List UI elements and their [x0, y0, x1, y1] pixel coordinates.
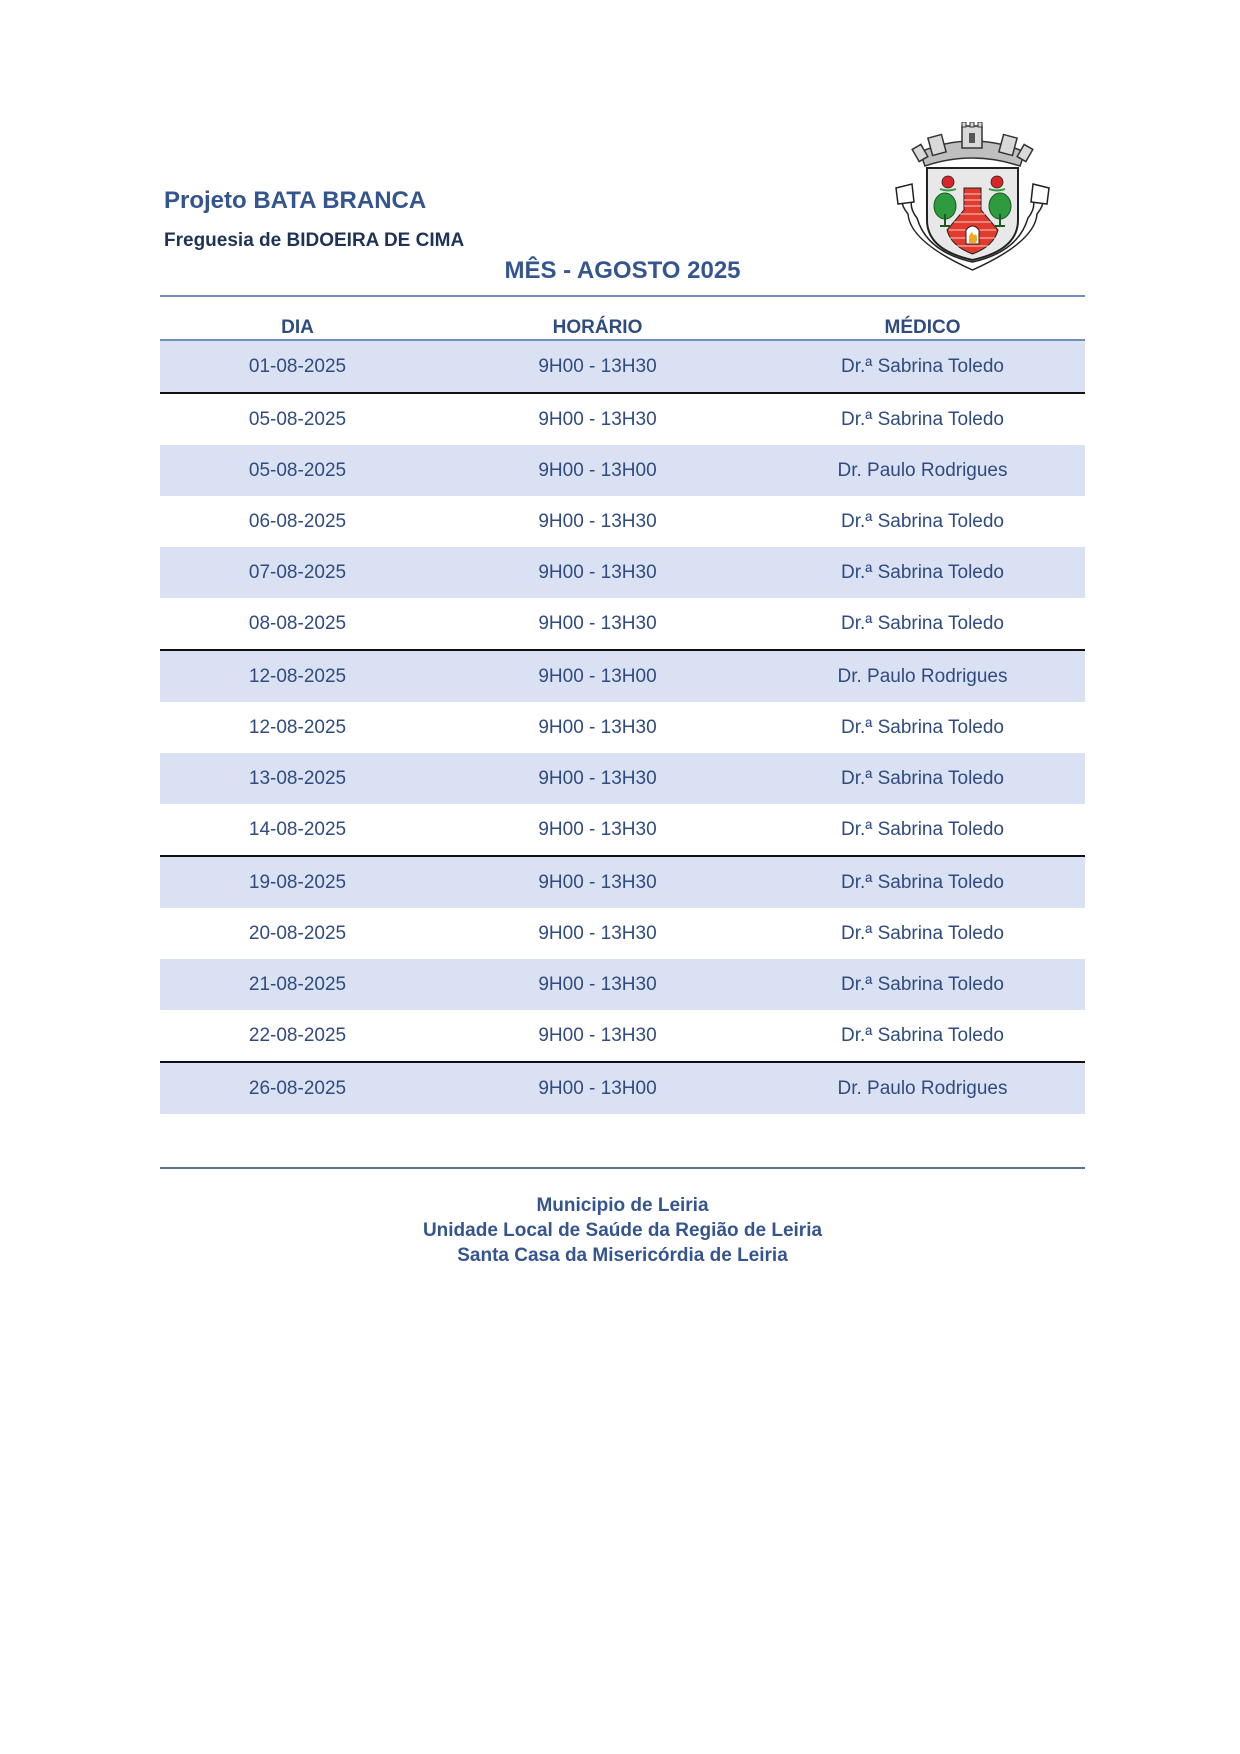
- cell-time: 9H00 - 13H30: [435, 959, 760, 1010]
- table-row: [160, 393, 1085, 445]
- footer-line-municipality: Municipio de Leiria: [536, 1195, 709, 1216]
- cell-time: 9H00 - 13H00: [435, 445, 760, 496]
- cell-time: 9H00 - 13H30: [538, 922, 657, 944]
- footer-organizations: [160, 1193, 1085, 1268]
- cell-doctor: Dr.ª Sabrina Toledo: [760, 547, 1085, 598]
- table-row: [160, 1062, 1085, 1114]
- cell-day: 05-08-2025: [160, 445, 435, 496]
- mural-crown-icon: [912, 122, 1033, 166]
- table-row: [160, 908, 1085, 959]
- column-header-doctor: MÉDICO: [760, 310, 1085, 340]
- cell-doctor: Dr.ª Sabrina Toledo: [760, 753, 1085, 804]
- cell-time: 9H00 - 13H30: [538, 716, 657, 738]
- column-header-day: DIA: [160, 310, 435, 340]
- table-row: [160, 856, 1085, 908]
- rose-icon: [942, 176, 954, 188]
- cell-day: 22-08-2025: [160, 1010, 435, 1062]
- cell-day: 12-08-2025: [160, 650, 435, 702]
- cell-time: 9H00 - 13H30: [538, 408, 657, 430]
- cell-doctor: Dr.ª Sabrina Toledo: [760, 598, 1085, 650]
- table-row: [160, 702, 1085, 753]
- cell-day: 26-08-2025: [160, 1062, 435, 1114]
- cell-time: 9H00 - 13H00: [435, 650, 760, 702]
- cell-time: 9H00 - 13H30: [435, 547, 760, 598]
- cell-time: 9H00 - 13H30: [435, 753, 760, 804]
- cell-doctor: Dr.ª Sabrina Toledo: [840, 716, 1004, 738]
- schedule-table: [160, 310, 1085, 1114]
- cell-time: 9H00 - 13H30: [435, 1010, 760, 1062]
- cell-time: 9H00 - 13H30: [435, 856, 760, 908]
- cell-day: 07-08-2025: [160, 547, 435, 598]
- table-row: [160, 340, 1085, 393]
- table-row: [160, 1010, 1085, 1062]
- cell-day: 05-08-2025: [248, 408, 347, 430]
- table-row: [160, 547, 1085, 598]
- table-row: [160, 959, 1085, 1010]
- cell-day: 21-08-2025: [160, 959, 435, 1010]
- footer-rule: [160, 1167, 1085, 1169]
- footer-line-santa-casa: Santa Casa da Misericórdia de Leiria: [457, 1245, 788, 1266]
- cell-time: 9H00 - 13H30: [435, 340, 760, 393]
- cell-doctor: Dr. Paulo Rodrigues: [760, 445, 1085, 496]
- footer-line-health-unit: Unidade Local de Saúde da Região de Leiria: [422, 1220, 823, 1241]
- table-row: [160, 496, 1085, 547]
- header-rule: [160, 295, 1085, 297]
- cell-doctor: Dr.ª Sabrina Toledo: [760, 856, 1085, 908]
- cell-doctor: Dr. Paulo Rodrigues: [760, 1062, 1085, 1114]
- cell-doctor: Dr.ª Sabrina Toledo: [760, 959, 1085, 1010]
- cell-day: 06-08-2025: [248, 510, 347, 532]
- cell-day: 08-08-2025: [160, 598, 435, 650]
- cell-day: 19-08-2025: [160, 856, 435, 908]
- cell-day: 14-08-2025: [160, 804, 435, 856]
- cell-doctor: Dr.ª Sabrina Toledo: [760, 804, 1085, 856]
- cell-doctor: Dr.ª Sabrina Toledo: [760, 1010, 1085, 1062]
- cell-day: 20-08-2025: [248, 922, 347, 944]
- cell-doctor: Dr.ª Sabrina Toledo: [760, 340, 1085, 393]
- column-header-time: HORÁRIO: [435, 310, 760, 340]
- month-title: MÊS - AGOSTO 2025: [504, 257, 741, 284]
- table-header-row: [160, 310, 1085, 340]
- cell-doctor: Dr.ª Sabrina Toledo: [840, 510, 1004, 532]
- cell-time: 9H00 - 13H30: [435, 598, 760, 650]
- cell-doctor: Dr.ª Sabrina Toledo: [840, 922, 1004, 944]
- cell-time: 9H00 - 13H30: [538, 510, 657, 532]
- table-row: [160, 598, 1085, 650]
- cell-time: 9H00 - 13H30: [435, 804, 760, 856]
- cell-day: 12-08-2025: [248, 716, 347, 738]
- table-row: [160, 753, 1085, 804]
- parish-coat-of-arms-logo: [890, 122, 1055, 274]
- parish-subtitle: Freguesia de BIDOEIRA DE CIMA: [164, 230, 465, 251]
- table-row: [160, 650, 1085, 702]
- project-title: Projeto BATA BRANCA: [164, 187, 427, 214]
- cell-doctor: Dr.ª Sabrina Toledo: [840, 408, 1004, 430]
- cell-day: 13-08-2025: [160, 753, 435, 804]
- cell-day: 01-08-2025: [160, 340, 435, 393]
- cell-time: 9H00 - 13H00: [435, 1062, 760, 1114]
- table-row: [160, 445, 1085, 496]
- table-row: [160, 804, 1085, 856]
- cell-doctor: Dr. Paulo Rodrigues: [760, 650, 1085, 702]
- rose-icon: [991, 176, 1003, 188]
